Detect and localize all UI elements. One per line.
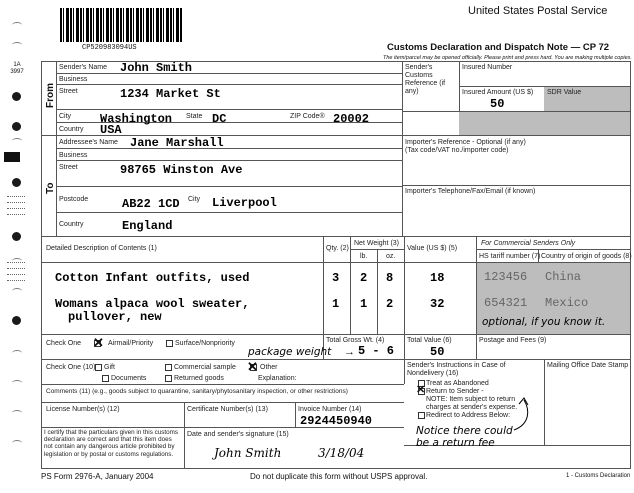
item-value[interactable]: 32 <box>430 297 445 311</box>
signature-name[interactable]: John Smith <box>214 446 282 460</box>
sender-zip-value[interactable]: 20002 <box>333 112 370 126</box>
postage-fees-label: Postage and Fees (9) <box>479 337 547 344</box>
addressee-street-value[interactable]: 98765 Winston Ave <box>120 163 243 177</box>
item-quantity[interactable]: 1 <box>332 297 340 311</box>
punch-hole-icon <box>12 316 21 325</box>
insured-amount-value[interactable]: 50 <box>490 97 505 111</box>
punch-hole-icon <box>12 178 21 187</box>
license-label: License Number(s) (12) <box>46 406 120 413</box>
gift-label: Gift <box>104 364 115 371</box>
return-fee-annotation-line2: be a return fee <box>416 437 495 449</box>
from-side-label: From <box>45 83 56 108</box>
arrow-right-icon: → <box>344 346 355 358</box>
gross-weight-value[interactable]: 5 - 6 <box>358 344 395 358</box>
perforation-icon <box>7 268 25 271</box>
item-hs-number[interactable]: 123456 <box>484 270 528 284</box>
barcode-number: CP520983094US <box>82 44 137 52</box>
signature-label: Date and sender's signature (15) <box>187 431 289 438</box>
form-id: PS Form 2976-A, January 2004 <box>41 472 154 481</box>
sdr-value-label: SDR Value <box>547 89 582 96</box>
ring-mark-icon <box>12 350 22 356</box>
agency-name: United States Postal Service <box>468 5 608 17</box>
addressee-name-value[interactable]: Jane Marshall <box>130 136 224 150</box>
perforation-icon <box>7 208 25 211</box>
net-weight-header: Net Weight (3) <box>354 240 399 247</box>
ring-mark-icon <box>12 138 22 144</box>
surface-checkbox[interactable] <box>166 340 173 347</box>
description-header: Detailed Description of Contents (1) <box>46 245 157 252</box>
addressee-country-label: Country <box>59 221 84 228</box>
redirect-checkbox[interactable] <box>418 412 425 419</box>
perforation-icon <box>7 280 25 283</box>
gross-weight-label: Total Gross Wt. (4) <box>326 337 385 344</box>
sender-city-value[interactable]: Washington <box>100 112 173 126</box>
surface-label: Surface/Nonpriority <box>175 340 235 347</box>
other-label: Other <box>260 364 278 371</box>
ring-mark-icon <box>12 42 22 48</box>
addressee-city-value[interactable]: Liverpool <box>212 196 277 210</box>
ring-mark-icon <box>12 410 22 416</box>
addressee-country-value[interactable]: England <box>122 219 173 233</box>
black-tab-icon <box>4 152 20 162</box>
oz-header: oz. <box>386 253 396 260</box>
item-weight-lb[interactable]: 2 <box>360 271 368 285</box>
item-origin[interactable]: Mexico <box>545 296 589 310</box>
addressee-business-label: Business <box>59 152 88 159</box>
comments-label: Comments (11) (e.g., goods subject to quarantine, sanitary/phytosanitary inspection, or other restrictions) <box>46 388 348 395</box>
item-weight-oz[interactable]: 2 <box>386 297 394 311</box>
form-title: Customs Declaration and Dispatch Note — CP 72 <box>387 42 610 53</box>
certificate-label: Certificate Number(s) (13) <box>187 406 268 413</box>
form-instructions: The item/parcel may be opened officially. Please print and press hard. You are making multiple copies. <box>383 55 632 61</box>
hs-tariff-header: HS tariff number (7) <box>479 253 541 260</box>
abandoned-label: Treat as Abandoned <box>426 380 489 387</box>
commercial-senders-header: For Commercial Senders Only <box>481 240 576 247</box>
postcode-value[interactable]: AB22 1CD <box>122 197 180 211</box>
explanation-label: Explanation: <box>258 375 297 382</box>
ring-mark-icon <box>12 22 22 28</box>
perforation-icon <box>7 214 25 217</box>
origin-header: Country of origin of goods (8) <box>541 253 632 260</box>
return-charges-note: NOTE: Item subject to return charges at sender's expense. <box>426 396 518 411</box>
sender-country-value[interactable]: USA <box>100 123 122 137</box>
signature-date[interactable]: 3/18/04 <box>318 446 365 460</box>
sender-state-label: State <box>186 113 203 120</box>
sender-street-value[interactable]: 1234 Market St <box>120 87 221 101</box>
x-mark-icon: ✕ <box>247 359 258 374</box>
commercial-sample-checkbox[interactable] <box>165 364 172 371</box>
importer-reference-label: Importer's Reference - Optional (if any) <box>405 139 526 146</box>
ring-mark-icon <box>12 380 22 386</box>
perforation-icon <box>7 274 25 277</box>
item-description-continued[interactable]: pullover, new <box>68 310 162 324</box>
duplication-notice: Do not duplicate this form without USPS approval. <box>250 472 428 481</box>
punch-hole-icon <box>12 232 21 241</box>
copy-label: 1 - Customs Declaration <box>566 473 631 479</box>
punch-hole-icon <box>12 92 21 101</box>
sender-zip-label: ZIP Code® <box>290 113 325 120</box>
to-side-label: To <box>45 182 56 194</box>
sender-street-label: Street <box>59 88 78 95</box>
curved-arrow-icon <box>508 394 538 434</box>
insured-number-label: Insured Number <box>462 64 513 71</box>
redirect-label: Redirect to Address Below: <box>426 412 511 419</box>
nondelivery-label: Sender's Instructions in Case of Nondelivery (16) <box>407 362 506 377</box>
sender-name-value[interactable]: John Smith <box>120 61 193 75</box>
item-origin[interactable]: China <box>545 270 582 284</box>
item-description[interactable]: Womans alpaca wool sweater, <box>55 297 250 311</box>
addressee-street-label: Street <box>59 164 78 171</box>
ring-mark-icon <box>12 440 22 446</box>
postcode-label: Postcode <box>59 196 89 203</box>
lb-header: lb. <box>360 253 368 260</box>
sender-state-value[interactable]: DC <box>212 112 227 126</box>
sender-name-label: Sender's Name <box>59 64 108 71</box>
tab-label: 1A 3997 <box>10 62 24 75</box>
mail-class-label: Check One <box>46 340 82 347</box>
total-value-label: Total Value (6) <box>407 337 452 344</box>
item-hs-number[interactable]: 654321 <box>484 296 528 310</box>
customs-reference-label: Sender's Customs Reference (if any) <box>405 64 446 95</box>
addressee-name-label: Addressee's Name <box>59 139 118 146</box>
punch-hole-icon <box>12 122 21 131</box>
item-weight-lb[interactable]: 1 <box>360 297 368 311</box>
return-fee-annotation: Notice there could <box>416 425 513 437</box>
insured-amount-label: Insured Amount (US $) <box>462 89 534 96</box>
item-quantity[interactable]: 3 <box>332 271 340 285</box>
x-mark-icon: ✕ <box>416 384 426 396</box>
sender-country-label: Country <box>59 126 84 133</box>
documents-label: Documents <box>111 375 147 382</box>
quantity-header: Qty. (2) <box>326 245 349 252</box>
addressee-city-label: City <box>188 196 201 203</box>
value-header: Value (US $) (5) <box>407 245 458 252</box>
commercial-sample-label: Commercial sample <box>174 364 236 371</box>
perforation-icon <box>7 202 25 205</box>
perforation-icon <box>7 196 25 199</box>
x-mark-icon: ✕ <box>93 335 104 350</box>
gift-checkbox[interactable] <box>95 364 102 371</box>
importer-phone-label: Importer's Telephone/Fax/Email (if known) <box>405 188 536 195</box>
package-weight-note: package weight <box>248 346 332 358</box>
airmail-label: Airmail/Priority <box>108 340 154 347</box>
item-weight-oz[interactable]: 8 <box>386 271 394 285</box>
returned-goods-label: Returned goods <box>174 375 224 382</box>
returned-goods-checkbox[interactable] <box>165 375 172 382</box>
invoice-label: Invoice Number (14) <box>298 406 362 413</box>
perforation-icon <box>7 262 25 265</box>
certification-text: I certify that the particulars given in this customs declaration are correct and that this item does not contain any dangerous article prohibited by legislation or by postal or customs regulations. <box>44 429 179 458</box>
importer-reference-sub: (Tax code/VAT no./importer code) <box>405 147 509 154</box>
invoice-number-value[interactable]: 2924450940 <box>300 414 373 428</box>
ring-mark-icon <box>12 288 22 294</box>
sender-business-label: Business <box>59 76 88 83</box>
mailing-office-stamp-label: Mailing Office Date Stamp <box>547 362 629 369</box>
documents-checkbox[interactable] <box>102 375 109 382</box>
return-to-sender-label: Return to Sender - <box>426 388 484 395</box>
sender-city-label: City <box>59 113 72 120</box>
optional-note: optional, if you know it. <box>482 316 606 328</box>
category-label: Check One (10) <box>46 364 96 371</box>
item-description[interactable]: Cotton Infant outfits, used <box>55 271 250 285</box>
item-value[interactable]: 18 <box>430 271 445 285</box>
total-value[interactable]: 50 <box>430 345 445 359</box>
barcode-icon <box>60 8 182 42</box>
